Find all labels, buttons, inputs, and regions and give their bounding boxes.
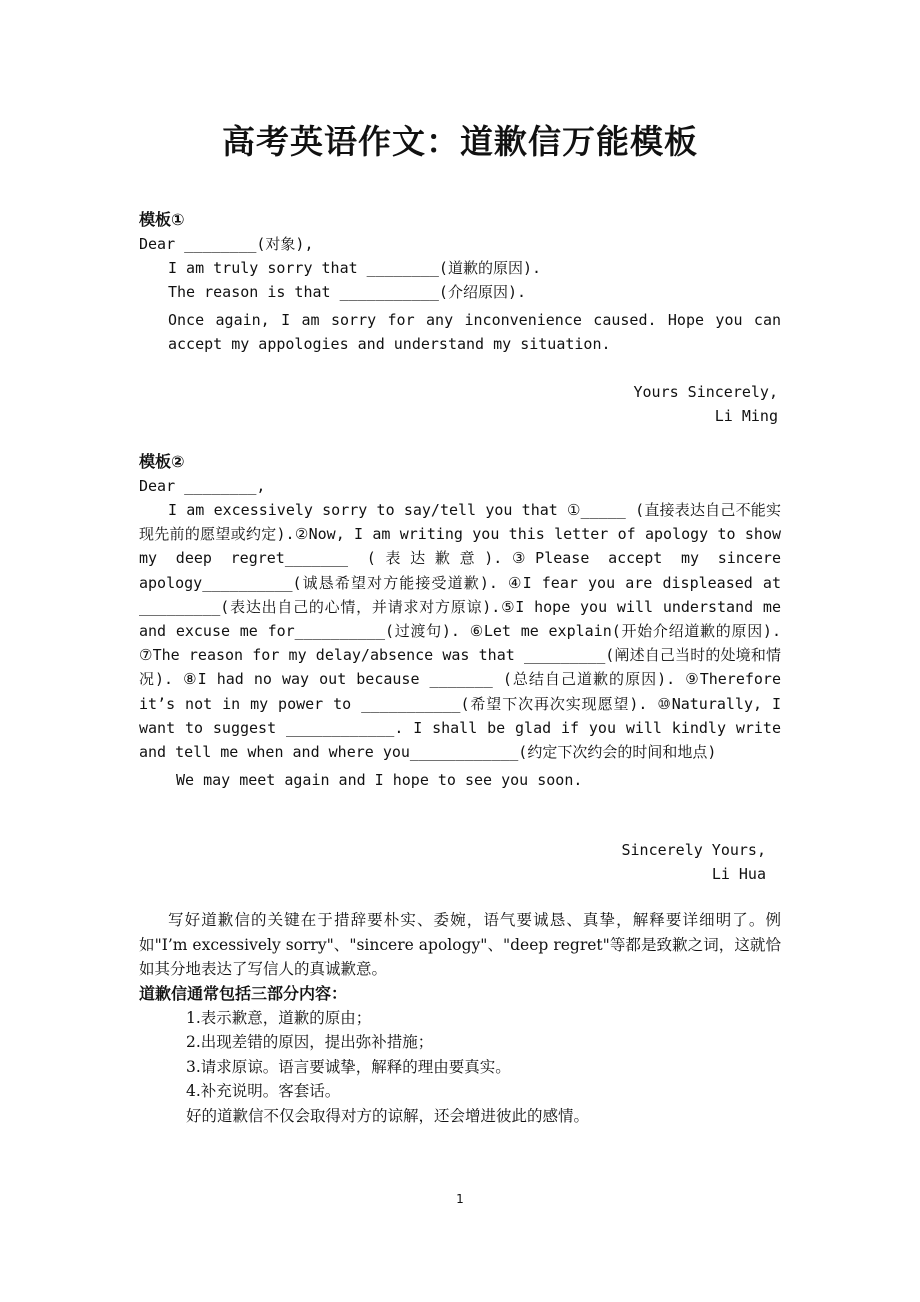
template-2-heading: 模板②: [139, 452, 185, 471]
template-1-signoff: [560, 380, 778, 428]
template-2-salutation: Dear ________,: [139, 477, 266, 495]
template-2-closing: Sincerely Yours,: [621, 841, 766, 859]
page-number: 1: [456, 1192, 464, 1206]
template-1-line-1: I am truly sorry that ________(道歉的原因).: [168, 259, 542, 277]
template-2-body: [139, 498, 781, 764]
list-item: 1.表示歉意，道歉的原由；: [186, 1008, 372, 1027]
notes-conclusion: 好的道歉信不仅会取得对方的谅解，还会增进彼此的感情。: [186, 1106, 590, 1125]
template-2-last-line: We may meet again and I hope to see you soon.: [176, 771, 583, 790]
template-2-signature: Li Hua: [711, 865, 766, 883]
template-1-salutation: Dear ________(对象),: [139, 235, 314, 253]
template-2-signoff: [540, 838, 766, 886]
template-2-body-text: I am excessively sorry to say/tell you that ①_____ (直接表达自己不能实现先前的愿望或约定).②Now, I am writing you this letter of apology to show my deep regret_______ (表达歉意).③Please accept my sincere apology__________(诚恳希望对方能接受道歉). ④I fear you are displeased at _________(表达出自己的心情，并请求对方原谅).⑤I hope you will understand me and excuse me for__________(过渡句). ⑥Let me explain(开始介绍道歉的原因). ⑦The reason for my delay/absence was that _________(阐述自己当时的处境和情况). ⑧I had no way out because _______ (总结自己道歉的原因). ⑨Therefore it’s not in my power to ___________(希望下次再次实现愿望). ⑩Naturally, I want to suggest ____________. I shall be glad if you will kindly write and tell me when and where you____________(约定下次约会的时间和地点): [139, 501, 781, 762]
notes-list: [139, 1006, 781, 1129]
template-1-signature: Li Ming: [714, 407, 778, 425]
template-1-closing: Yours Sincerely,: [633, 383, 778, 401]
notes-heading: 道歉信通常包括三部分内容：: [139, 983, 348, 1003]
template-1-line-2: The reason is that ___________(介绍原因).: [168, 283, 527, 301]
template-1-section: [139, 208, 781, 356]
template-2-section: [139, 450, 781, 792]
list-item: 2.出现差错的原因，提出弥补措施；: [186, 1033, 434, 1051]
template-1-body: Once again, I am sorry for any inconvenience caused. Hope you can accept my appologies and understand my situation.: [168, 311, 781, 354]
notes-section: [139, 908, 781, 1128]
list-item: 3.请求原谅。语言要诚挚，解释的理由要真实。: [186, 1057, 511, 1076]
template-1-heading: 模板①: [139, 210, 185, 229]
list-item: 4.补充说明。客套话。: [186, 1082, 341, 1100]
page-title: 高考英语作文：道歉信万能模板: [222, 122, 698, 161]
notes-paragraph: 写好道歉信的关键在于措辞要朴实、委婉，语气要诚恳、真挚，解释要详细明了。例如"I’m excessively sorry"、"sincere apology"、"deep regret"等都是致歉之词，这就恰如其分地表达了写信人的真诚歉意。: [139, 911, 781, 978]
